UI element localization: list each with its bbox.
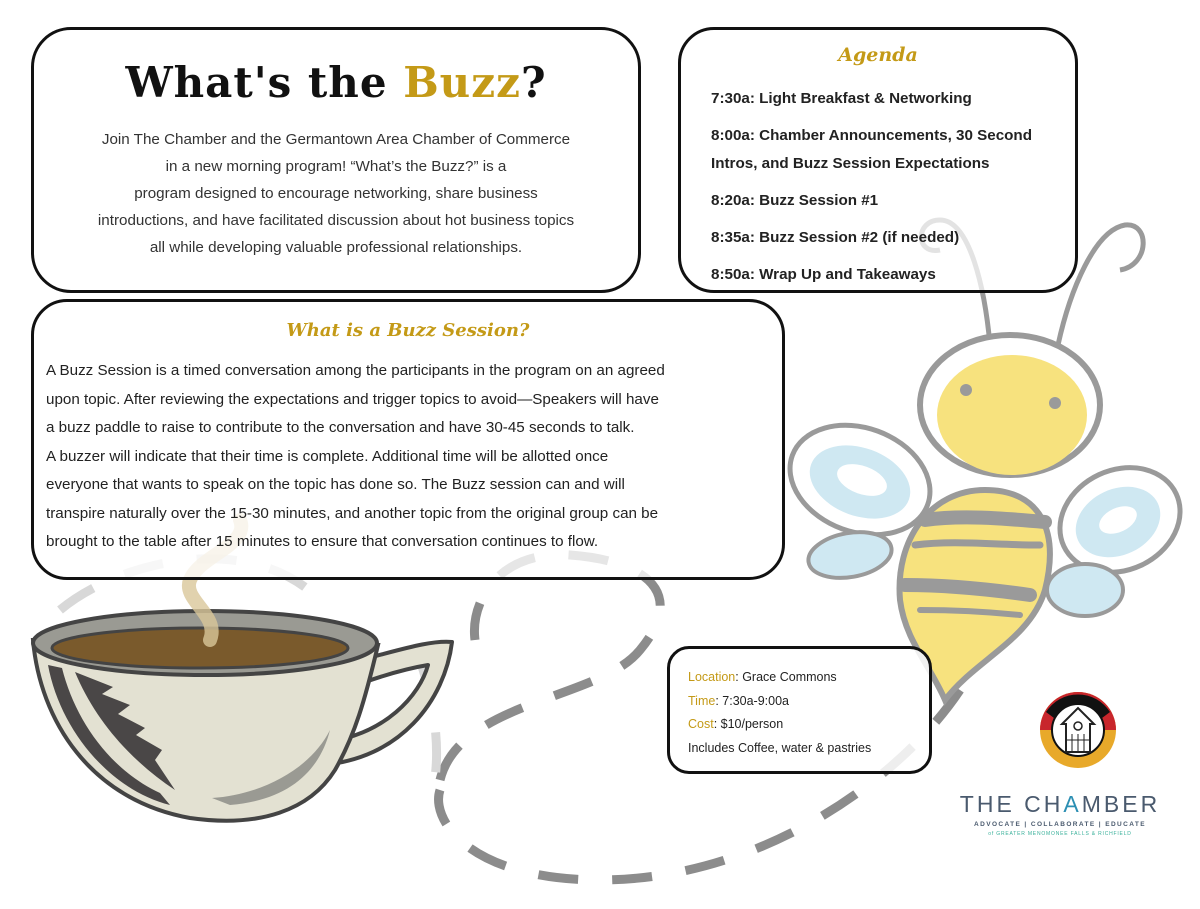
- agenda-item: 7:30a: Light Breakfast & Networking: [711, 90, 972, 107]
- title-accent: Buzz: [403, 58, 521, 107]
- chamber-name-part: MBER: [1081, 791, 1161, 817]
- agenda-item: 8:00a: Chamber Announcements, 30 Second Intros, and Buzz Session Expectations: [711, 127, 1032, 172]
- intro-panel: [31, 27, 641, 293]
- session-line: transpire naturally over the 15-30 minutes, and another topic from the original group can be: [46, 504, 659, 522]
- chamber-tagline: ADVOCATE | COLLABORATE | EDUCATE: [974, 821, 1146, 828]
- agenda-item: 8:20a: Buzz Session #1: [711, 192, 879, 209]
- chamber-subtitle: of GREATER MENOMONEE FALLS & RICHFIELD: [988, 831, 1132, 837]
- session-line: upon topic. After reviewing the expectations and trigger topics to avoid—Speakers will have: [46, 390, 659, 408]
- session-line: A Buzz Session is a timed conversation among the participants in the program on an agreed: [46, 362, 665, 379]
- title-text: What's the: [125, 58, 404, 107]
- chamber-name: [955, 790, 1165, 818]
- time-row: [688, 690, 871, 714]
- agenda-list: [711, 85, 1065, 298]
- buzz-session-heading: What is a Buzz Session?: [286, 320, 530, 341]
- cost-row: [688, 713, 871, 737]
- agenda-item: 8:35a: Buzz Session #2 (if needed): [711, 229, 960, 246]
- buzz-session-paragraph: [46, 357, 768, 557]
- intro-line: all while developing valuable professional relationships.: [149, 239, 523, 256]
- the-chamber-logo: [955, 790, 1165, 837]
- session-line: A buzzer will indicate that their time is complete. Additional time will be allotted once: [46, 447, 609, 465]
- intro-paragraph: [54, 126, 618, 261]
- cost-label: Cost: [688, 717, 714, 731]
- buzz-session-panel: [31, 299, 785, 580]
- intro-line: program designed to encourage networking, share business: [134, 185, 538, 202]
- session-line: everyone that wants to speak on the topic has done so. The Buzz session can and will: [46, 476, 625, 493]
- time-value: : 7:30a-9:00a: [715, 693, 789, 708]
- intro-line: introductions, and have facilitated discussion about hot business topics: [97, 212, 575, 229]
- page-title: [34, 58, 638, 108]
- intro-line: in a new morning program! “What’s the Buzz?” is a: [165, 158, 507, 175]
- event-details-panel: [667, 646, 932, 774]
- chamber-name-a: A: [1063, 791, 1082, 817]
- location-label: Location: [688, 670, 736, 684]
- chamber-name-part: THE CH: [959, 791, 1064, 817]
- agenda-item: 8:50a: Wrap Up and Takeaways: [711, 266, 936, 283]
- cost-value: : $10/person: [713, 717, 784, 731]
- title-question-mark: ?: [520, 58, 547, 107]
- agenda-heading: Agenda: [838, 44, 918, 66]
- session-line: a buzz paddle to raise to contribute to the conversation and have 30-45 seconds to talk.: [46, 419, 635, 436]
- includes-row: Includes Coffee, water & pastries: [688, 740, 872, 755]
- intro-line: Join The Chamber and the Germantown Area Chamber of Commerce: [101, 131, 571, 148]
- location-value: : Grace Commons: [735, 670, 837, 684]
- time-label: Time: [688, 693, 716, 708]
- germantown-chamber-logo-icon: [1038, 690, 1118, 770]
- location-row: [688, 666, 871, 690]
- session-line: brought to the table after 15 minutes to ensure that conversation continues to flow.: [46, 533, 599, 550]
- agenda-panel: [678, 27, 1078, 293]
